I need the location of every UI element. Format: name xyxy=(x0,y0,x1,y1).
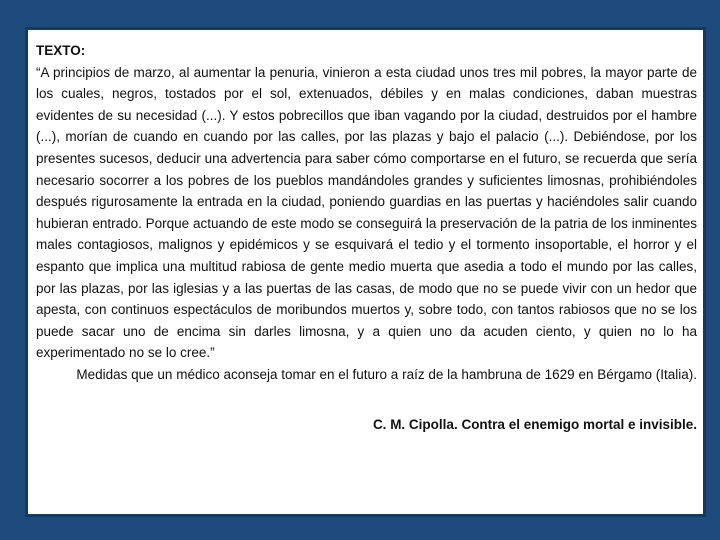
caption-paragraph: Medidas que un médico aconseja tomar en el futuro a raíz de la hambruna de 1629 en Bérgamo (Italia). xyxy=(76,366,697,382)
text-label: TEXTO: xyxy=(36,43,86,58)
quote-paragraph: “A principios de marzo, al aumentar la penuria, vinieron a esta ciudad unos tres mil pobres, la mayor parte de los cuales, negros, tostados por el sol, extenuados, débiles y en malas condiciones, daban muestras evidentes de su necesidad (...). Y estos pobrecillos que iban vagando por la ciudad, destruidos por el hambre (...), morían de cuando en cuando por las calles, por las plazas y bajo el palacio (...). Debiéndose, por los presentes sucesos, deducir una advertencia para saber cómo comportarse en el futuro, se recuerda que sería necesario socorrer a los pobres de los pueblos mandándoles grandes y suficientes limosnas, prohibiéndoles después rigurosamente la entrada en la ciudad, poniendo guardias en las puertas y haciéndoles salir cuando hubieran entrado. Porque actuando de este modo se conseguirá la preservación de la patria de los inminentes males contagiosos, malignos y epidémicos y se esquivará el tedio y el tormento insoportable, el horror y el espanto que implica una multitud rabiosa de gente medio muerta que asedia a todo el mundo por las calles, por las plazas, por las iglesias y a las puertas de las casas, de modo que no se puede vivir con un hedor que apesta, con continuos espectáculos de moribundos muertos y, sobre todo, con tantos rabiosos que no se los puede sacar uno de encima sin darles limosna, y a quien uno da acuden ciento, y quien no lo ha experimentado no se lo cree.” xyxy=(36,64,697,361)
text-panel xyxy=(25,27,706,517)
source-citation: C. M. Cipolla. Contra el enemigo mortal e invisible. xyxy=(372,416,697,432)
